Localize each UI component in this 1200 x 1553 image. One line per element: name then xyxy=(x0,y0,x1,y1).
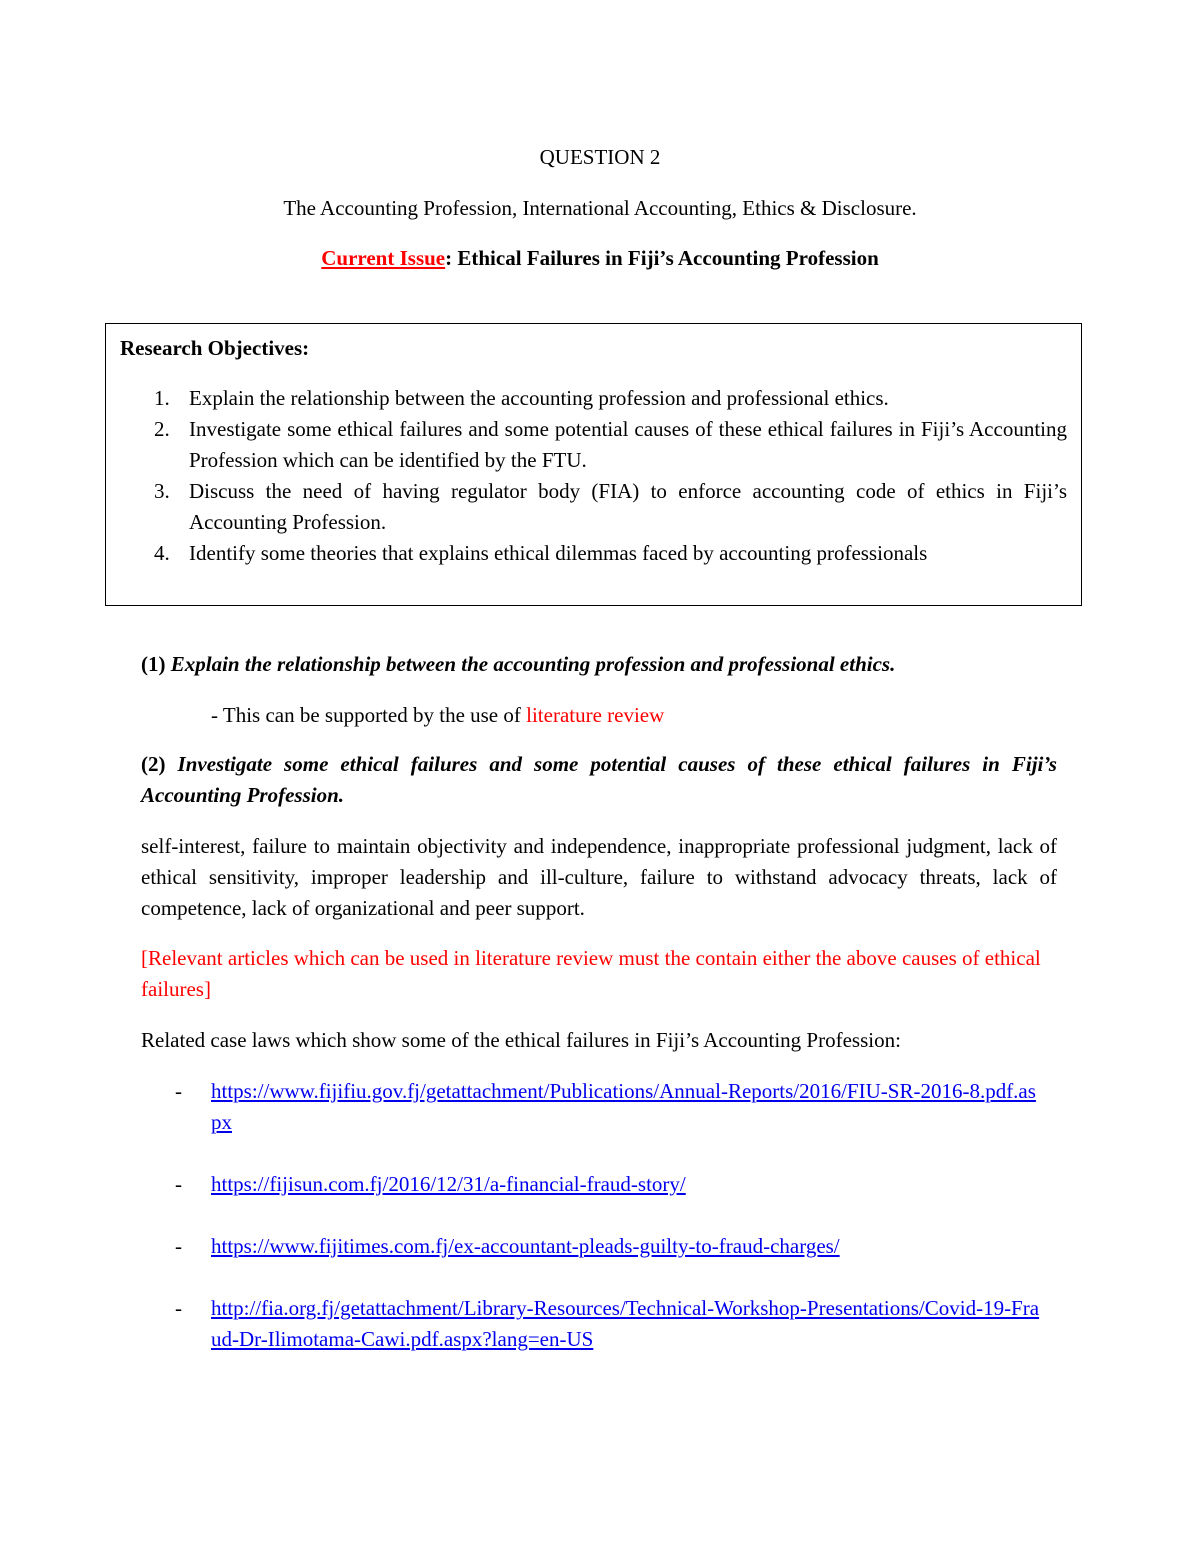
objective-item xyxy=(106,383,1081,414)
current-issue-line xyxy=(0,244,1200,272)
link-item xyxy=(0,1076,1041,1138)
list-dash: - xyxy=(175,1079,182,1103)
research-objectives-list xyxy=(106,383,1081,569)
list-dash: - xyxy=(175,1234,182,1258)
current-issue-label: Current Issue xyxy=(321,246,446,270)
objective-item xyxy=(106,414,1081,476)
ethical-failure-causes: self-interest, failure to maintain objectivity and independence, inappropriate professional judgment, lack of ethical sensitivity, improper leadership and ill-culture, failure to withstand advocacy threats, lack of competence, lack of organizational and peer support. xyxy=(141,834,1057,920)
current-issue-separator: : xyxy=(445,246,458,270)
objective-text: Discuss the need of having regulator body (FIA) to enforce accounting code of ethics in Fiji’s Accounting Profession. xyxy=(189,479,1067,534)
section-2-question: Investigate some ethical failures and some potential causes of these ethical failures in Fiji’s Accounting Profession. xyxy=(141,752,1057,807)
research-objectives-box xyxy=(105,323,1082,606)
section-1-note xyxy=(211,700,1057,731)
objective-number: 1. xyxy=(154,386,170,410)
question-title: QUESTION 2 xyxy=(539,145,661,169)
section-1-question: Explain the relationship between the accounting profession and professional ethics. xyxy=(170,652,896,676)
objective-number: 3. xyxy=(154,479,170,503)
research-objectives-heading: Research Objectives: xyxy=(120,336,310,360)
case-law-links-list xyxy=(0,1076,1200,1386)
current-issue-text: Ethical Failures in Fiji’s Accounting Profession xyxy=(457,246,879,270)
fijitimes-article-link[interactable]: https://www.fijitimes.com.fj/ex-accountant-pleads-guilty-to-fraud-charges/ xyxy=(211,1234,840,1258)
objective-text: Identify some theories that explains ethical dilemmas faced by accounting professionals xyxy=(189,541,928,565)
list-dash: - xyxy=(175,1172,182,1196)
objective-text: Investigate some ethical failures and some potential causes of these ethical failures in Fiji’s Accounting Profession which can be identified by the FTU. xyxy=(189,417,1067,472)
fijisun-article-link[interactable]: https://fijisun.com.fj/2016/12/31/a-financial-fraud-story/ xyxy=(211,1172,686,1196)
fia-presentation-link[interactable]: http://fia.org.fj/getattachment/Library-Resources/Technical-Workshop-Presentations/Covid-19-Fraud-Dr-Ilimotama-Cawi.pdf.aspx?lang=en-US xyxy=(211,1296,1040,1351)
section-1-heading xyxy=(141,649,1057,680)
objective-item xyxy=(106,538,1081,569)
relevant-articles-note: [Relevant articles which can be used in literature review must the contain either the above causes of ethical failures] xyxy=(141,946,1041,1001)
section-1-note-prefix: - This can be supported by the use of xyxy=(211,703,527,727)
link-item xyxy=(0,1293,1041,1355)
section-1-note-highlight: literature review xyxy=(526,703,665,727)
section-2-heading xyxy=(141,749,1057,811)
objective-text: Explain the relationship between the accounting profession and professional ethics. xyxy=(189,386,889,410)
related-case-laws-intro: Related case laws which show some of the ethical failures in Fiji’s Accounting Profession: xyxy=(141,1028,901,1052)
question-subtitle: The Accounting Profession, International Accounting, Ethics & Disclosure. xyxy=(283,196,917,220)
fiu-report-link[interactable]: https://www.fijifiu.gov.fj/getattachment/Publications/Annual-Reports/2016/FIU-SR-2016-8.pdf.aspx xyxy=(211,1079,1036,1134)
link-item xyxy=(0,1231,1041,1262)
objective-number: 4. xyxy=(154,541,170,565)
section-1-number: (1) xyxy=(141,652,171,676)
section-2-number: (2) xyxy=(141,752,178,776)
list-dash: - xyxy=(175,1296,182,1320)
objective-item xyxy=(106,476,1081,538)
objective-number: 2. xyxy=(154,417,170,441)
link-item xyxy=(0,1169,1041,1200)
